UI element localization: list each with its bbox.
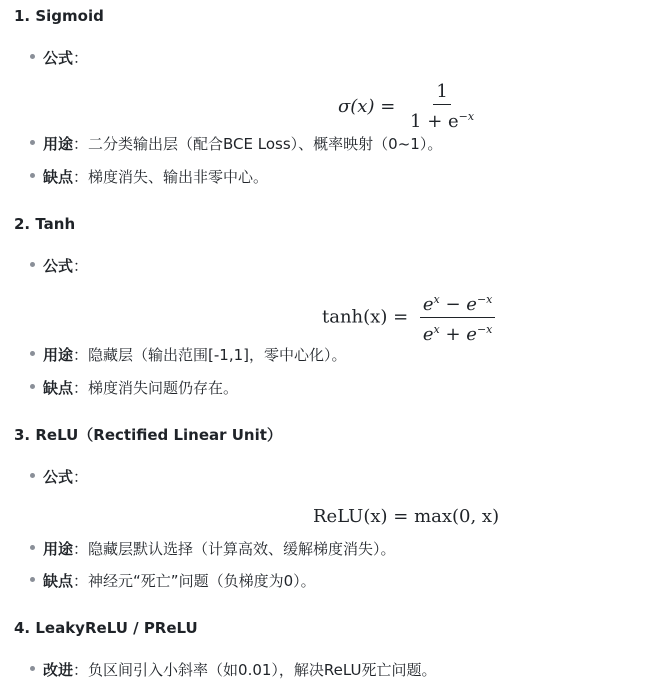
- section-heading-leakyrelu: 4. LeakyReLU / PReLU: [14, 619, 198, 637]
- tanh-formula: tanh(x) = $\frac{e^x - e^{-x}}{e^x + e^{-x}}$: [322, 290, 495, 345]
- list-item-formula: 公式：: [30, 256, 88, 276]
- list-item-usage: 用途：隐藏层（输出范围[-1,1]，零中心化）。: [30, 345, 347, 365]
- sigmoid-formula: σ(x) = $\frac{1}{1 + e^{-x}}$: [338, 81, 475, 132]
- list-item-improvement: 改进：负区间引入小斜率（如0.01），解决ReLU死亡问题。: [30, 660, 437, 680]
- list-item-drawback: 缺点：梯度消失、输出非零中心。: [30, 167, 268, 187]
- section-heading-tanh: 2. Tanh: [14, 215, 76, 233]
- section-heading-sigmoid: 1. Sigmoid: [14, 7, 104, 25]
- bullet-dot: [30, 54, 35, 59]
- list-item-usage: 用途：隐藏层默认选择（计算高效、缓解梯度消失）。: [30, 539, 396, 559]
- list-item-formula: 公式：: [30, 48, 88, 68]
- item-label: 公式: [43, 49, 74, 67]
- relu-formula: ReLU(x) = max(0, x): [313, 506, 500, 527]
- section-heading-relu: 3. ReLU（Rectified Linear Unit）: [14, 426, 282, 444]
- list-item-drawback: 缺点：神经元“死亡”问题（负梯度为0）。: [30, 571, 316, 591]
- list-item-usage: 用途：二分类输出层（配合BCE Loss）、概率映射（0~1）。: [30, 134, 442, 154]
- list-item-formula: 公式：: [30, 467, 88, 487]
- list-item-drawback: 缺点：梯度消失问题仍存在。: [30, 378, 238, 398]
